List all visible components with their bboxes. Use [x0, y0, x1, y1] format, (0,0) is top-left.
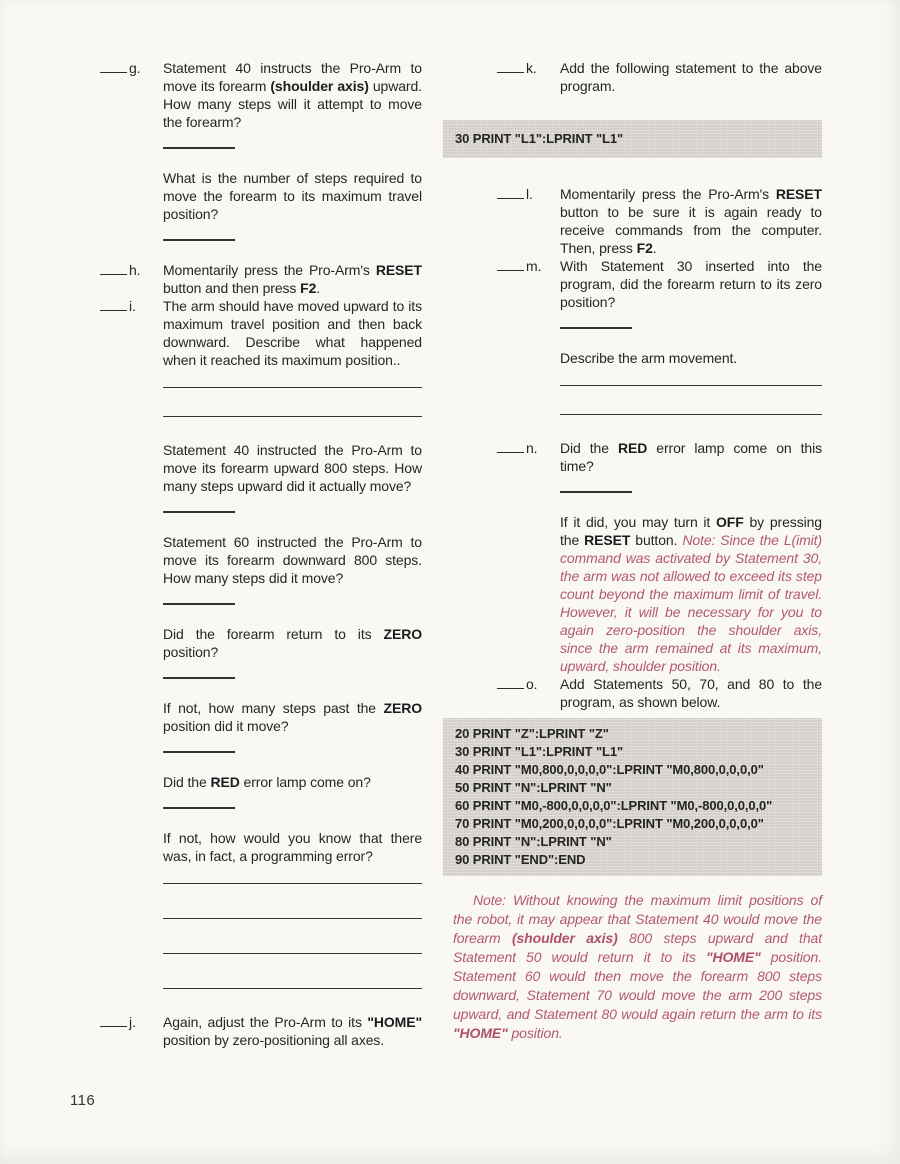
answer-blank-line [163, 795, 235, 809]
item-text [163, 297, 422, 369]
item-label: n. [497, 439, 560, 475]
body-text: button to be sure it is again ready to receive commands from the computer. Then, press [560, 204, 822, 256]
reset-off-note [560, 513, 822, 675]
emphasis-text: (shoulder axis) [270, 78, 369, 94]
item-text [560, 439, 822, 475]
body-text: Add the following statement to the above program. [560, 60, 822, 94]
answer-blank-line [163, 499, 235, 513]
emphasis-text: RESET [584, 532, 631, 548]
body-text: The arm should have moved upward to its maximum travel position and then back downward. Describe what happened when it reached its maximum position.. [163, 298, 422, 368]
body-text: position? [163, 644, 219, 660]
body-text: Again, adjust the Pro-Arm to its [163, 1014, 368, 1030]
body-text: error lamp come on? [239, 774, 371, 790]
note-text-segment: "HOME" [705, 949, 761, 965]
item-text [163, 59, 422, 131]
item-label: k. [497, 59, 560, 95]
answer-line-rule [497, 675, 524, 689]
item-label: j. [100, 1013, 163, 1049]
question-i-statement40 [163, 441, 422, 495]
emphasis-text: RESET [775, 186, 822, 202]
item-label: m. [497, 257, 560, 311]
body-text: Momentarily press the Pro-Arm's [560, 186, 776, 202]
left-column [100, 59, 422, 1049]
answer-blank-line [163, 591, 235, 605]
emphasis-text: ZERO [383, 700, 422, 716]
answer-line-rule [497, 185, 524, 199]
question-i-statement60 [163, 533, 422, 587]
question-i-programming-error [163, 829, 422, 865]
question-l [443, 185, 822, 257]
body-text: button and then press [163, 280, 301, 296]
code-line: 50 PRINT "N":LPRINT "N" [455, 780, 612, 795]
answer-blank-line [560, 402, 822, 415]
question-i-red-lamp [163, 773, 422, 791]
item-label: l. [497, 185, 560, 257]
item-label: o. [497, 675, 560, 711]
body-text: . [652, 240, 657, 256]
code-line: 80 PRINT "N":LPRINT "N" [455, 834, 612, 849]
body-text: If not, how many steps past the [163, 700, 384, 716]
emphasis-text: "HOME" [367, 1014, 422, 1030]
item-text [163, 1013, 422, 1049]
answer-blank-line [163, 227, 235, 241]
code-line: 20 PRINT "Z":LPRINT "Z" [455, 726, 609, 741]
answer-blank-line [560, 315, 632, 329]
answer-line-rule [100, 261, 127, 275]
item-label: h. [100, 261, 163, 297]
answer-line-rule [100, 1013, 127, 1027]
note-text-segment: Note: Without knowing the maximum limit positions of the robot, it may appear that Statement 40 would move the forearm [453, 892, 822, 946]
answer-blank-line [163, 941, 422, 954]
item-text [560, 185, 822, 257]
note-text-segment: "HOME" [453, 1025, 508, 1041]
answer-blank-line [163, 871, 422, 884]
item-text [560, 257, 822, 311]
answer-blank-line [163, 665, 235, 679]
body-text: upward. How many steps will it attempt to move the forearm? [163, 78, 422, 130]
question-o [443, 675, 822, 711]
body-text: What is the number of steps required to move the forearm to its maximum travel position? [163, 170, 422, 222]
question-k [443, 59, 822, 95]
question-h [100, 261, 422, 297]
note-text-segment: position. Statement 60 would then move the forearm 800 steps downward, Statement 70 would move the arm 200 steps upward, and Statement 80 would again return the arm to its [453, 949, 822, 1022]
code-line: 30 PRINT "L1":LPRINT "L1" [455, 131, 624, 146]
body-text: Did the forearm return to its [163, 626, 384, 642]
body-text: With Statement 30 inserted into the program, did the forearm return to its zero position? [560, 258, 822, 310]
question-m [443, 257, 822, 311]
answer-line-rule [497, 439, 524, 453]
question-n [443, 439, 822, 475]
answer-blank-line [163, 375, 422, 388]
answer-blank-line [163, 404, 422, 417]
body-text: Statement 40 instructed the Pro-Arm to move its forearm upward 800 steps. How many steps upward did it actually move? [163, 442, 422, 494]
emphasis-text: F2 [636, 240, 653, 256]
note-text-segment: Note: Since the L(imit) command was activated by Statement 30, the arm was not allowed to exceed its step count beyond the maximum limit of travel. However, it will be necessary for you to again zero-position the shoulder axis, since the arm remained at its maximum, upward, shoulder position. [560, 532, 823, 674]
body-text: button. [630, 532, 683, 548]
code-line: 40 PRINT "M0,800,0,0,0,0":LPRINT "M0,800,0,0,0,0" [455, 762, 764, 777]
answer-line-rule [100, 59, 127, 73]
answer-blank-line [163, 739, 235, 753]
body-text: Did the [560, 440, 618, 456]
question-i-steps-past-zero [163, 699, 422, 735]
question-g [100, 59, 422, 131]
body-text: position by zero-positioning all axes. [163, 1032, 385, 1048]
question-i-zero [163, 625, 422, 661]
note-text-segment: (shoulder axis) [511, 930, 618, 946]
body-text: If not, how would you know that there was, in fact, a programming error? [163, 830, 422, 864]
note-text-segment: position. [507, 1025, 563, 1041]
item-text [560, 675, 822, 711]
emphasis-text: OFF [716, 514, 744, 530]
item-label: g. [100, 59, 163, 131]
body-text: Did the [163, 774, 211, 790]
right-column [443, 59, 822, 1043]
item-text [163, 261, 422, 297]
answer-blank-line [163, 135, 235, 149]
body-text: by pressing the [560, 514, 822, 548]
body-text: If it did, you may turn it [560, 514, 716, 530]
bottom-note [453, 891, 822, 1043]
answer-line-rule [497, 257, 524, 271]
question-m-describe [560, 349, 822, 367]
item-text [560, 59, 822, 95]
body-text: . [316, 280, 321, 296]
body-text: Describe the arm movement. [560, 350, 738, 366]
answer-blank-line [163, 976, 422, 989]
emphasis-text: RESET [375, 262, 422, 278]
emphasis-text: RED [210, 774, 240, 790]
code-line: 60 PRINT "M0,-800,0,0,0,0":LPRINT "M0,-800,0,0,0,0" [455, 798, 773, 813]
body-text: Add Statements 50, 70, and 80 to the program, as shown below. [560, 676, 822, 710]
body-text: position did it move? [163, 718, 289, 734]
code-program-listing [443, 718, 822, 876]
question-j [100, 1013, 422, 1049]
note-text-segment: 800 steps upward and that Statement 50 would return it to its [453, 930, 822, 965]
body-text: Statement 60 instructed the Pro-Arm to move its forearm downward 800 steps. How many steps did it move? [163, 534, 422, 586]
code-statement-30 [443, 120, 822, 158]
body-text: Momentarily press the Pro-Arm's [163, 262, 376, 278]
emphasis-text: RED [617, 440, 648, 456]
question-i [100, 297, 422, 369]
code-line: 70 PRINT "M0,200,0,0,0,0":LPRINT "M0,200,0,0,0,0" [455, 816, 764, 831]
body-text: Statement 40 instructs the Pro-Arm to move its forearm [163, 60, 422, 94]
code-line: 30 PRINT "L1":LPRINT "L1" [455, 744, 624, 759]
answer-line-rule [100, 297, 127, 311]
item-label: i. [100, 297, 163, 369]
question-g-followup [163, 169, 422, 223]
answer-blank-line [163, 906, 422, 919]
page-number: 116 [70, 1092, 96, 1109]
body-text: error lamp come on this time? [560, 440, 823, 474]
code-line: 90 PRINT "END":END [455, 852, 586, 867]
answer-blank-line [560, 373, 822, 386]
answer-line-rule [497, 59, 524, 73]
emphasis-text: ZERO [383, 626, 422, 642]
answer-blank-line [560, 479, 632, 493]
emphasis-text: F2 [300, 280, 317, 296]
